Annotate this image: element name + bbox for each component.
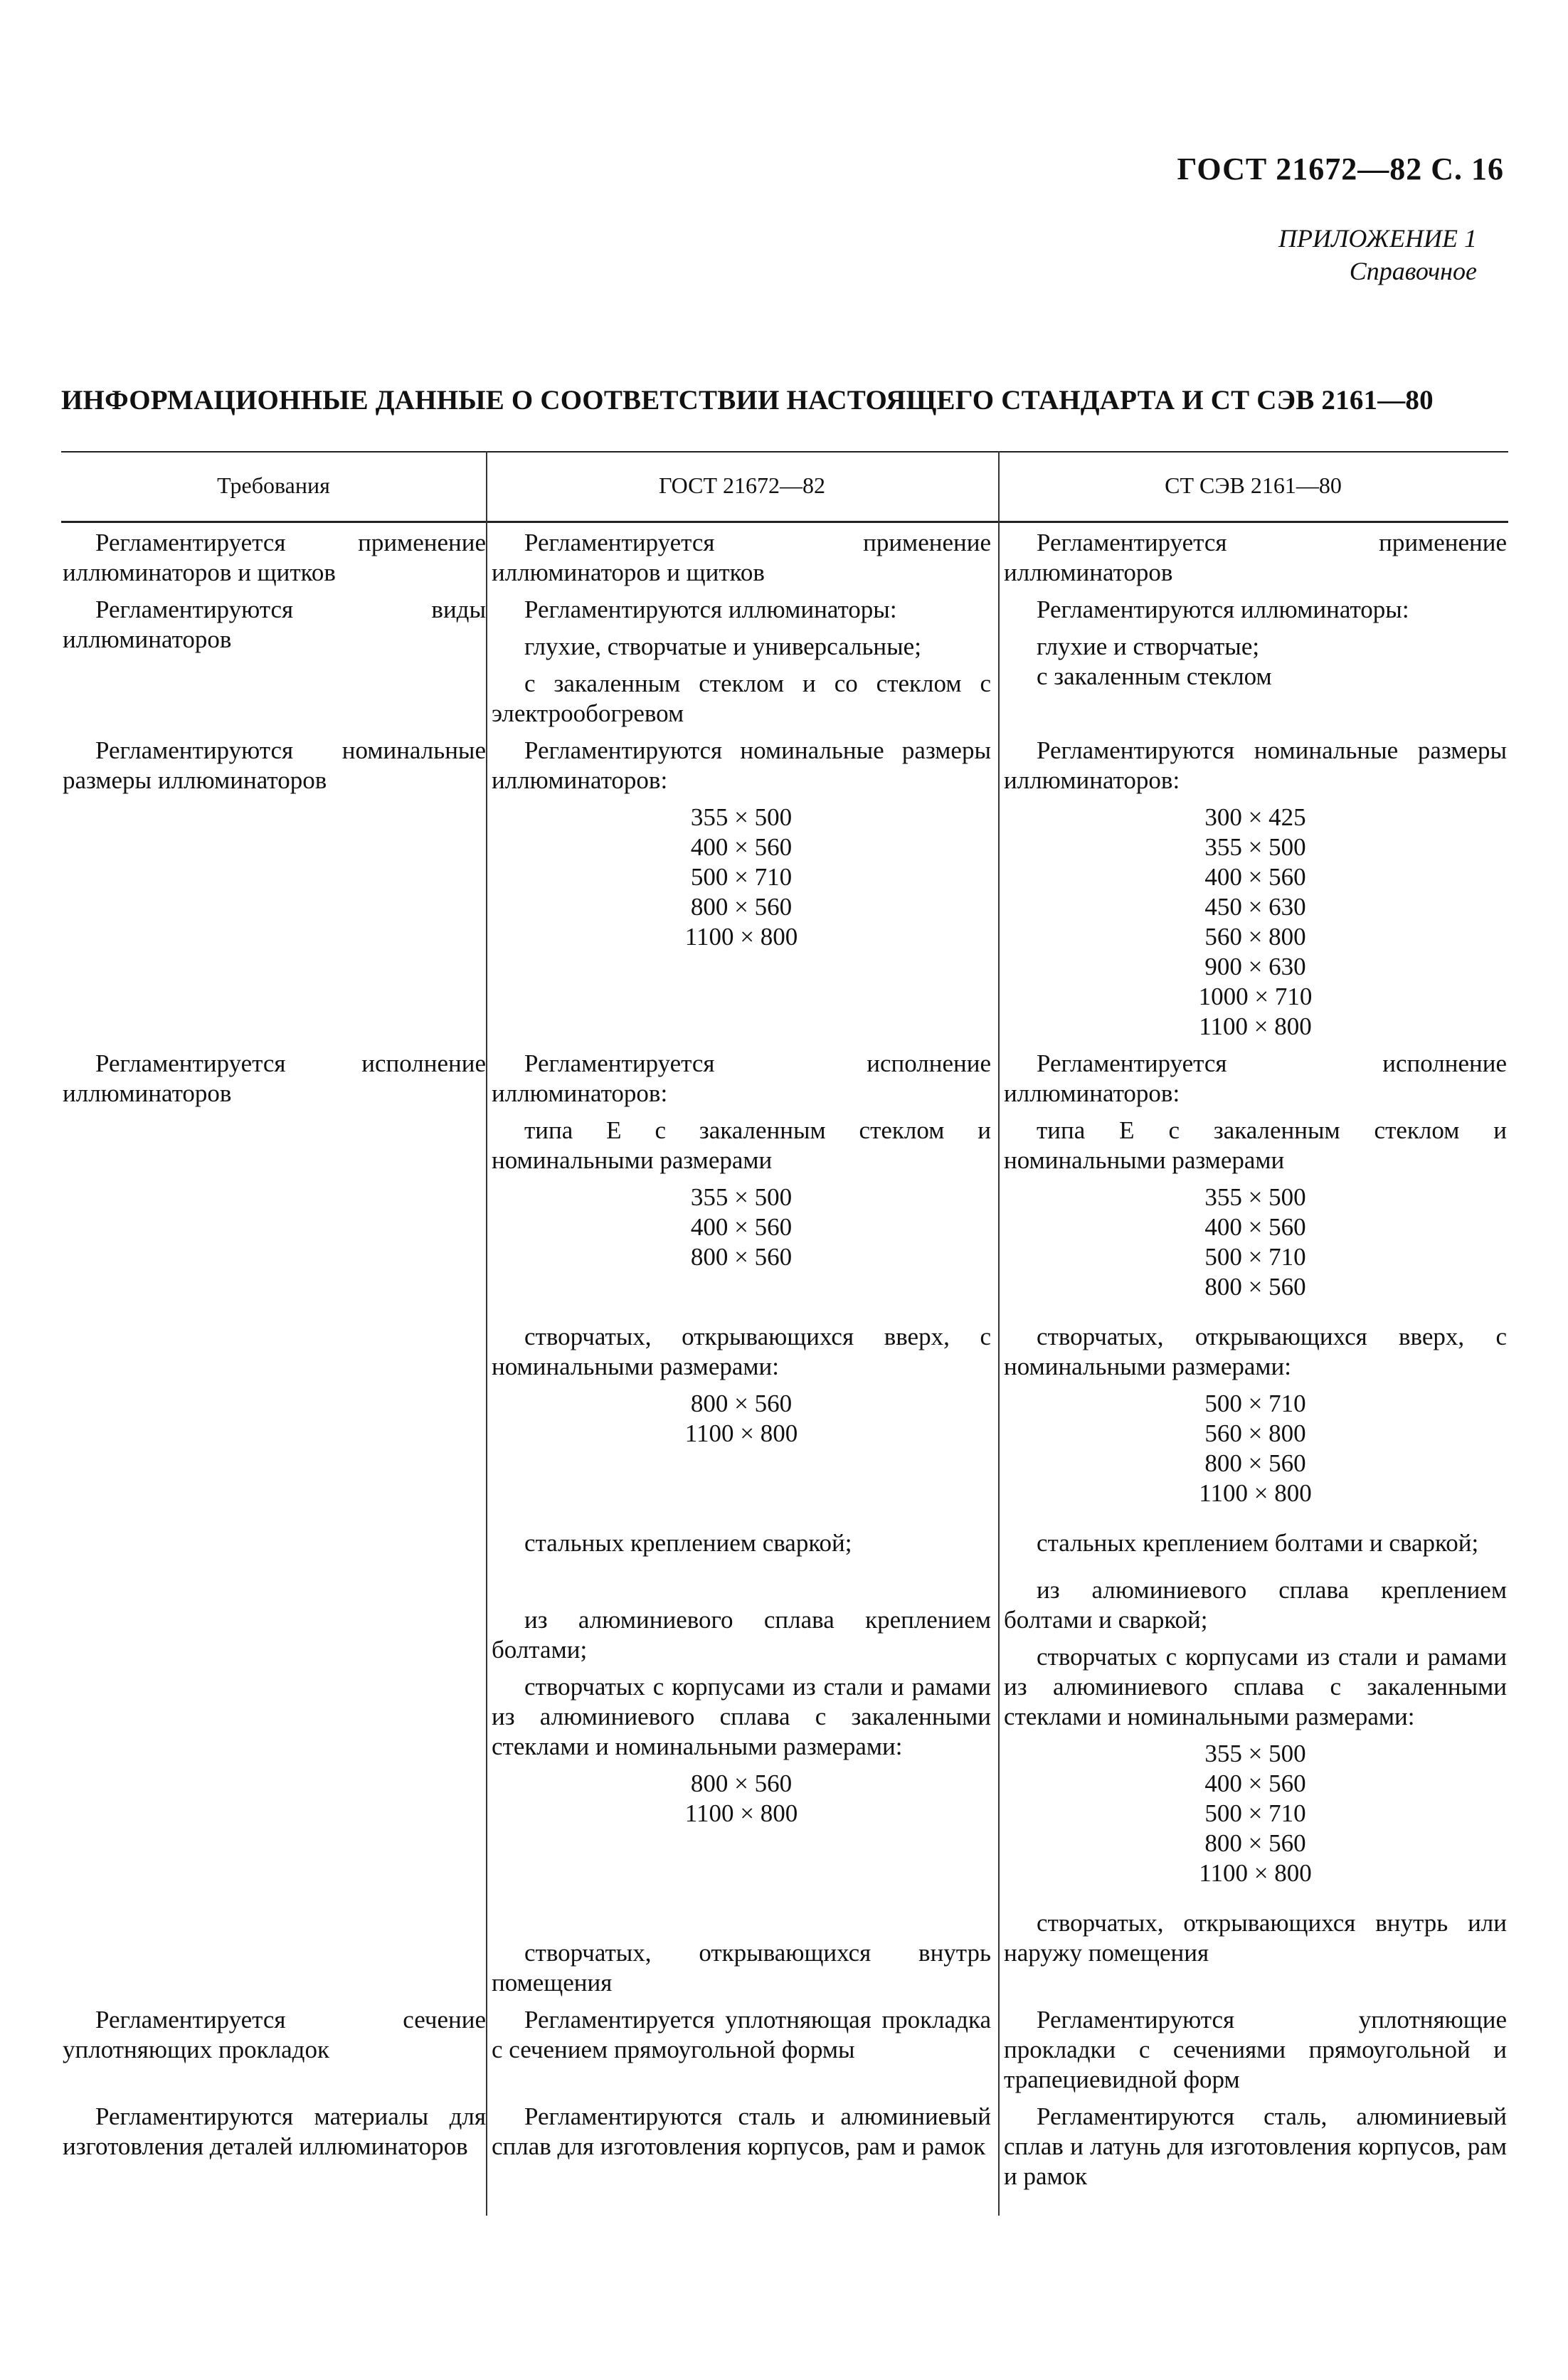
size-value: 800 × 560	[690, 893, 793, 921]
gost-text: из алюминиевого сплава креплением болтами;	[492, 1606, 991, 1664]
size-value: 800 × 560	[690, 1243, 793, 1271]
size-list	[492, 1183, 991, 1272]
requirement-cell	[61, 2102, 486, 2199]
size-list	[1004, 1183, 1507, 1302]
gost-text: створчатых с корпусами из стали и рамами из алюминиевого сплава с закаленными стеклами и номинальными размерами:	[492, 1673, 991, 1760]
column-header-requirements: Требования	[217, 472, 330, 498]
requirement-text: Регламентируются виды иллюминаторов	[63, 596, 486, 653]
size-value: 355 × 500	[1204, 1740, 1306, 1767]
requirement-cell	[61, 595, 486, 736]
sev-text: Регламентируются иллюминаторы:	[1037, 596, 1409, 623]
gost-cell	[486, 2005, 998, 2102]
size-value: 400 × 560	[690, 1213, 793, 1241]
sev-cell	[998, 1049, 1508, 2005]
size-list	[1004, 803, 1507, 1042]
size-list	[1004, 1389, 1507, 1508]
requirement-cell	[61, 1049, 486, 2005]
requirement-cell	[61, 2005, 486, 2102]
gost-text: Регламентируется применение иллюминаторов и щитков	[492, 529, 991, 586]
size-value: 300 × 425	[1204, 803, 1306, 831]
size-value: 1100 × 800	[1199, 1859, 1312, 1887]
column-header-gost: ГОСТ 21672—82	[658, 472, 826, 498]
size-value: 800 × 560	[1204, 1829, 1306, 1857]
gost-text: створчатых, открывающихся внутрь помещения	[492, 1939, 991, 1996]
requirement-text: Регламентируются номинальные размеры иллюминаторов	[63, 736, 486, 794]
gost-text: створчатых, открывающихся вверх, с номинальными размерами:	[492, 1323, 991, 1380]
size-value: 450 × 630	[1204, 893, 1306, 921]
size-value: 1100 × 800	[1199, 1479, 1312, 1507]
comparison-table	[61, 528, 1508, 2199]
size-value: 400 × 560	[1204, 1770, 1306, 1797]
table-row	[61, 2005, 1508, 2102]
gost-text: Регламентируется исполнение иллюминаторов:	[492, 1049, 991, 1107]
gost-text: глухие, створчатые и универсальные;	[524, 633, 921, 660]
size-list	[492, 1389, 991, 1449]
sev-text: глухие и створчатые;	[1037, 633, 1260, 660]
table-row	[61, 2102, 1508, 2199]
sev-cell	[998, 736, 1508, 1049]
gost-text: Регламентируется уплотняющая прокладка с сечением прямоугольной формы	[492, 2006, 991, 2063]
sev-cell	[998, 595, 1508, 736]
appendix-type: Справочное	[1349, 257, 1477, 285]
sev-text: типа Е с закаленным стеклом и номинальными размерами	[1004, 1116, 1507, 1174]
table-row	[61, 736, 1508, 1049]
sev-cell	[998, 2005, 1508, 2102]
sev-text: створчатых, открывающихся вверх, с номинальными размерами:	[1004, 1323, 1507, 1380]
document-code: ГОСТ 21672—82 С. 16	[1177, 152, 1504, 186]
requirement-text: Регламентируется применение иллюминаторов и щитков	[63, 529, 486, 586]
gost-text: с закаленным стеклом и со стеклом с электрообогревом	[492, 670, 991, 727]
sev-text: Регламентируются сталь, алюминиевый сплав и латунь для изготовления корпусов, рам и рамок	[1004, 2103, 1507, 2190]
requirement-text: Регламентируется исполнение иллюминаторов	[63, 1049, 486, 1107]
requirement-cell	[61, 736, 486, 1049]
sev-text: створчатых с корпусами из стали и рамами из алюминиевого сплава с закаленными стеклами и номинальными размерами:	[1004, 1643, 1507, 1730]
appendix-label	[1278, 222, 1477, 287]
gost-cell	[486, 528, 998, 595]
sev-cell	[998, 528, 1508, 595]
size-value: 400 × 560	[1204, 863, 1306, 891]
size-value: 1100 × 800	[684, 923, 798, 951]
requirement-text: Регламентируются материалы для изготовления деталей иллюминаторов	[63, 2103, 486, 2160]
size-value: 400 × 560	[1204, 1213, 1306, 1241]
table-top-rule	[61, 451, 1508, 453]
gost-text: Регламентируются иллюминаторы:	[524, 596, 897, 623]
size-value: 500 × 710	[690, 863, 793, 891]
size-list	[492, 803, 991, 952]
size-value: 560 × 800	[1204, 923, 1306, 951]
size-list	[1004, 1739, 1507, 1888]
gost-text: стальных креплением сваркой;	[524, 1529, 852, 1557]
size-value: 800 × 560	[690, 1770, 793, 1797]
size-value: 900 × 630	[1204, 953, 1306, 980]
sev-text: из алюминиевого сплава креплением болтами и сваркой;	[1004, 1576, 1507, 1634]
sev-text: стальных креплением болтами и сваркой;	[1037, 1529, 1479, 1557]
size-value: 560 × 800	[1204, 1419, 1306, 1447]
table-row	[61, 528, 1508, 595]
table-row	[61, 1049, 1508, 2005]
size-value: 1000 × 710	[1198, 983, 1313, 1010]
sev-text: створчатых, открывающихся внутрь или наружу помещения	[1004, 1909, 1507, 1967]
size-value: 500 × 710	[1204, 1243, 1306, 1271]
size-value: 1100 × 800	[1199, 1012, 1312, 1040]
size-value: 355 × 500	[690, 803, 793, 831]
size-value: 400 × 560	[690, 833, 793, 861]
size-value: 800 × 560	[690, 1390, 793, 1417]
size-value: 355 × 500	[690, 1183, 793, 1211]
column-header-sev: СТ СЭВ 2161—80	[1165, 472, 1342, 498]
gost-text: Регламентируются номинальные размеры иллюминаторов:	[492, 736, 991, 794]
size-value: 800 × 560	[1204, 1273, 1306, 1301]
size-value: 800 × 560	[1204, 1449, 1306, 1477]
gost-text: Регламентируются сталь и алюминиевый сплав для изготовления корпусов, рам и рамок	[492, 2103, 991, 2160]
requirement-cell	[61, 528, 486, 595]
size-list	[492, 1769, 991, 1829]
size-value: 500 × 710	[1204, 1390, 1306, 1417]
size-value: 355 × 500	[1204, 1183, 1306, 1211]
requirement-text: Регламентируется сечение уплотняющих прокладок	[63, 2006, 486, 2063]
size-value: 355 × 500	[1204, 833, 1306, 861]
sev-text: Регламентируются уплотняющие прокладки с сечениями прямоугольной и трапециевидной форм	[1004, 2006, 1507, 2093]
table-row	[61, 595, 1508, 736]
size-value: 500 × 710	[1204, 1799, 1306, 1827]
sev-cell	[998, 2102, 1508, 2199]
gost-text: типа Е с закаленным стеклом и номинальными размерами	[492, 1116, 991, 1174]
gost-cell	[486, 595, 998, 736]
size-value: 1100 × 800	[684, 1419, 798, 1447]
sev-text: с закаленным стеклом	[1037, 662, 1272, 690]
document-title: ИНФОРМАЦИОННЫЕ ДАННЫЕ О СООТВЕТСТВИИ НАСТОЯЩЕГО СТАНДАРТА И СТ СЭВ 2161—80	[61, 385, 1434, 416]
gost-cell	[486, 736, 998, 1049]
sev-text: Регламентируются номинальные размеры иллюминаторов:	[1004, 736, 1507, 794]
gost-cell	[486, 1049, 998, 2005]
size-value: 1100 × 800	[684, 1799, 798, 1827]
table-header-rule	[61, 521, 1508, 523]
gost-cell	[486, 2102, 998, 2199]
sev-text: Регламентируется применение иллюминаторов	[1004, 529, 1507, 586]
appendix-number: ПРИЛОЖЕНИЕ 1	[1278, 224, 1477, 253]
sev-text: Регламентируется исполнение иллюминаторов:	[1004, 1049, 1507, 1107]
